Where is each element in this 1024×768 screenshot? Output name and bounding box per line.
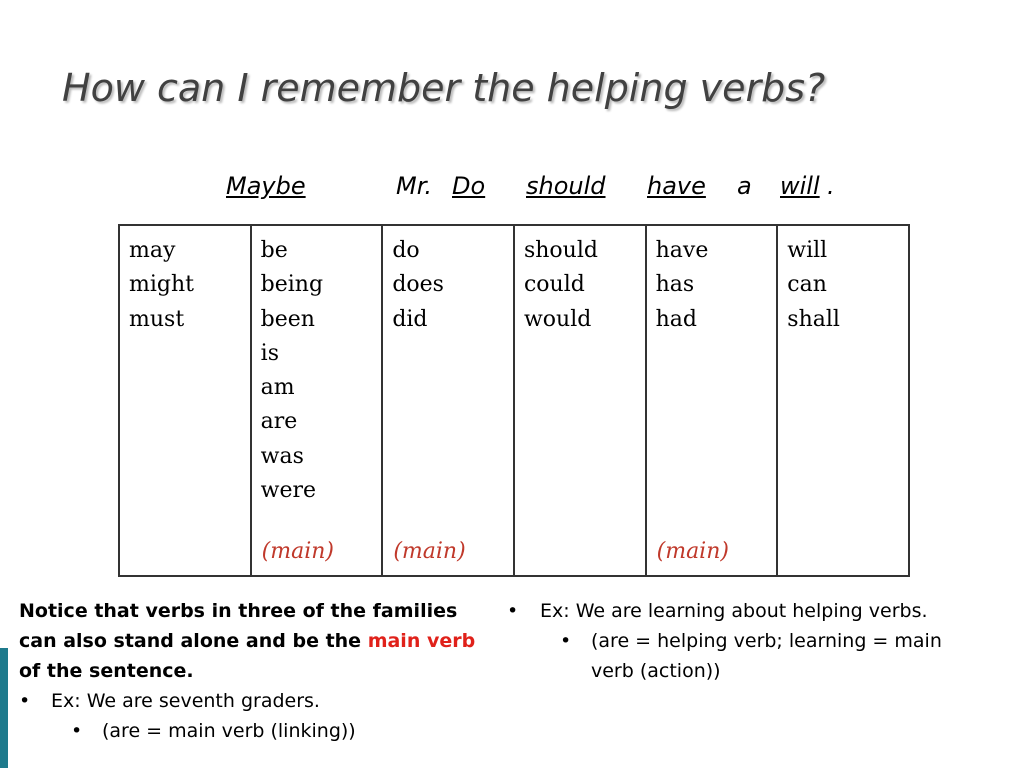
verb-word: had [655, 306, 697, 332]
verb-word: will [787, 238, 828, 263]
notes-intro: Notice that verbs in three of the families can also stand alone and be the [19, 600, 458, 652]
verb-word: was [260, 443, 304, 469]
mnemonic-word-do: Do [452, 172, 486, 200]
verb-word: did [392, 306, 428, 332]
mnemonic-word-a: a [737, 172, 752, 200]
verb-family-will [777, 225, 909, 576]
verb-word: could [523, 272, 585, 298]
mnemonic-word-should: should [526, 172, 606, 200]
notes-block [19, 596, 499, 746]
verb-word: were [260, 478, 317, 504]
verb-family-be [251, 225, 383, 576]
list-item [19, 716, 499, 746]
verb-family-have [646, 225, 778, 576]
main-verb-label: (main) [261, 539, 335, 564]
verb-word: am [260, 375, 295, 401]
list-item [507, 626, 1017, 686]
mnemonic-period: . [827, 172, 835, 200]
mnemonic-word-have: have [647, 172, 706, 200]
list-item [507, 596, 1017, 626]
verb-family-should [514, 225, 646, 576]
example-subtext-line1: (are = helping verb; learning = main [591, 630, 942, 652]
mnemonic-word-maybe: Maybe [226, 172, 306, 200]
verb-family-do [382, 225, 514, 576]
verb-family-may [119, 225, 251, 576]
main-verb-label: (main) [656, 539, 729, 564]
verb-word: can [787, 272, 827, 298]
bullet: • [19, 690, 31, 712]
bullet: • [71, 720, 83, 742]
verb-word: shall [787, 306, 840, 332]
example-subtext: (are = main verb (linking)) [102, 720, 356, 742]
mnemonic-word-will: will [780, 172, 820, 200]
example-block [507, 596, 1017, 686]
verb-word: have [655, 238, 709, 263]
verb-word: has [655, 272, 695, 298]
verb-word: does [392, 272, 444, 298]
verb-word: should [523, 238, 598, 263]
list-item [19, 686, 499, 716]
verb-word: must [129, 306, 185, 332]
verb-word: been [260, 306, 315, 332]
slide-title: How can I remember the helping verbs? [62, 66, 826, 110]
verb-word: would [523, 306, 592, 332]
example-subtext-line2: verb (action)) [591, 660, 721, 682]
verb-word: might [129, 272, 194, 298]
verb-word: may [129, 238, 176, 263]
notes-paragraph [19, 596, 499, 686]
verb-word: are [260, 409, 298, 435]
verb-word: is [260, 340, 279, 366]
table-row [119, 225, 909, 576]
example-text: Ex: We are learning about helping verbs. [540, 600, 928, 622]
bullet: • [507, 600, 519, 622]
side-accent-bar [0, 648, 8, 768]
example-text: Ex: We are seventh graders. [51, 690, 320, 712]
verb-word: being [260, 272, 324, 298]
notes-outro: of the sentence. [19, 660, 194, 682]
mnemonic-word-mr: Mr. [396, 172, 432, 200]
helping-verbs-table [118, 224, 910, 577]
verb-word: do [392, 238, 420, 263]
verb-word: be [260, 238, 288, 263]
bullet: • [560, 630, 572, 652]
main-verb-highlight: main verb [367, 630, 476, 652]
main-verb-label: (main) [393, 539, 466, 564]
